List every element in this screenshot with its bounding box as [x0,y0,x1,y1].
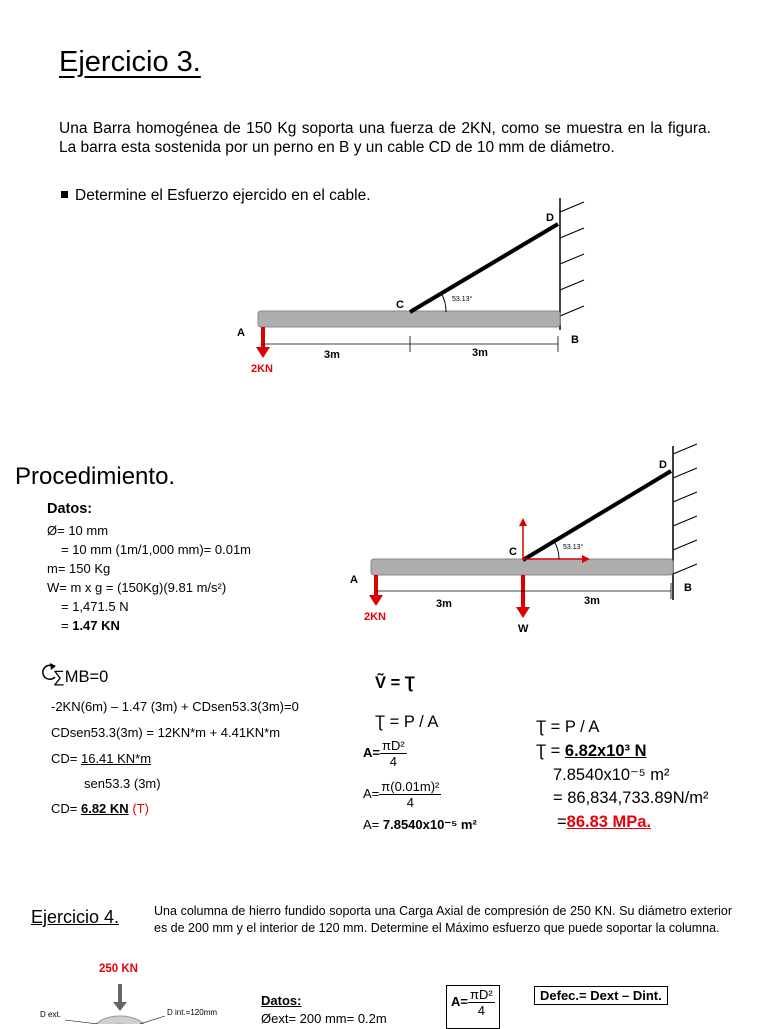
outer-diameter-label: D ext. [40,1010,61,1019]
label-d-2: D [659,459,667,471]
stress-formula: Ʈ = P / A [375,713,439,731]
stress-value-pa: = 86,834,733.89N/m² [553,789,709,807]
exercise-3-title: Ejercicio 3. [59,46,201,78]
angle-label-1: 53.13° [452,296,473,303]
stress-denominator: 7.8540x10⁻⁵ m² [553,766,670,784]
tension-marker: (T) [132,801,149,816]
cd-result-value: 6.82 KN [80,801,129,816]
cd-numerator-line: CD= 16.41 KN*m [51,751,152,766]
moment-sum: ∑MB=0 [53,668,109,686]
beam-figure-1 [0,190,768,390]
area-formula-box: A= $\frac{\text{πD²}}{4}$ [446,985,500,1029]
inner-diameter-label: D int.=120mm [167,1008,218,1017]
label-c-2: C [509,546,517,558]
label-c-1: C [396,299,404,311]
dist-label-1a: 3m [324,349,340,361]
cable-cd-1 [410,224,558,312]
stress-equivalence: Ṽ = Ʈ [375,674,415,692]
datos-line-3: m= 150 Kg [47,561,111,576]
weight-arrow [516,575,530,618]
force-label-1: 2KN [251,363,274,375]
defect-formula-box: Defec.= Dext – Dint. [534,986,668,1005]
area-formula-1: A= $\frac{\text{πD²}}{4}$ [363,738,405,769]
angle-arc-2 [554,541,559,559]
cable-cd-2 [523,471,671,560]
ex4-datos-heading: Datos: [261,993,302,1008]
force-arrow-2 [369,575,383,606]
label-a-1: A [237,327,245,339]
dist-label-2b: 3m [584,595,600,607]
column-figure [30,980,260,1024]
area-result-value: 7.8540x10⁻⁵ m² [382,817,477,832]
wall-2 [673,444,697,600]
beam-1 [258,311,560,327]
label-a-2: A [350,574,358,586]
datos-heading: Datos: [47,501,93,517]
stress-numerator: 6.82x10³ N [564,742,647,760]
cd-result: CD= 6.82 KN (T) [51,801,149,816]
moment-eq-2: CDsen53.3(3m) = 12KN*m + 4.41KN*m [51,725,281,740]
dist-label-1b: 3m [472,347,488,359]
force-label-2: 2KN [364,611,387,623]
exercise-4-statement: Una columna de hierro fundido soporta una Carga Axial de compresión de 250 KN. Su diámetro exterior es de 200 mm y el interior de 120 mm. Determine el Máximo esfuerzo que puede soportar la columna. [154,904,732,935]
exercise-4-title: Ejercicio 4. [31,907,120,927]
datos-line-6: = 1.47 KN [61,618,120,633]
procedure-title: Procedimiento. [15,463,176,490]
area-result: A= 7.8540x10⁻⁵ m² [363,817,477,832]
datos-line-4: W= m x g = (150Kg)(9.81 m/s²) [47,580,227,595]
label-b-2: B [684,582,692,594]
load-label: 250 KN [99,963,138,975]
label-d-1: D [546,212,554,224]
bullet-text: Determine el Esfuerzo ejercido en el cable. [75,187,371,204]
datos-line-1: Ø= 10 mm [47,523,109,538]
beam-2 [371,559,673,575]
stress-result-value: 86.83 MPa. [566,813,652,831]
cd-denominator: sen53.3 (3m) [84,776,161,791]
cd-numerator: 16.41 KN*m [80,751,152,766]
label-b-1: B [571,334,579,346]
weight-label: W [518,623,529,635]
area-formula-2: A= $\frac{\text{π(0.01m)²}}{4}$ [363,779,440,810]
stress-substitution: Ʈ = 6.82x10³ N [536,742,647,760]
exercise-3-statement: Una Barra homogénea de 150 Kg soporta una fuerza de 2KN, como se muestra en la figura. La barra esta sostenida por un perno en B y un cable CD de 10 mm de diámetro. [59,120,711,156]
stress-result: =86.83 MPa. [557,813,652,831]
datos-line-2: = 10 mm (1m/1,000 mm)= 0.01m [61,542,252,557]
stress-formula-2: Ʈ = P / A [536,718,600,736]
ex4-datos-line: Øext= 200 mm= 0.2m [261,1011,387,1026]
dist-label-2a: 3m [436,598,452,610]
dimension-line-1 [263,336,558,352]
force-arrow-1 [256,327,270,358]
angle-label-2: 53.13° [563,544,584,551]
datos-line-5: = 1,471.5 N [61,599,129,614]
angle-arc-1 [441,293,446,312]
moment-eq-1: -2KN(6m) – 1.47 (3m) + CDsen53.3(3m)=0 [51,699,299,714]
wall-1 [560,198,584,330]
weight-result: 1.47 KN [72,618,120,633]
